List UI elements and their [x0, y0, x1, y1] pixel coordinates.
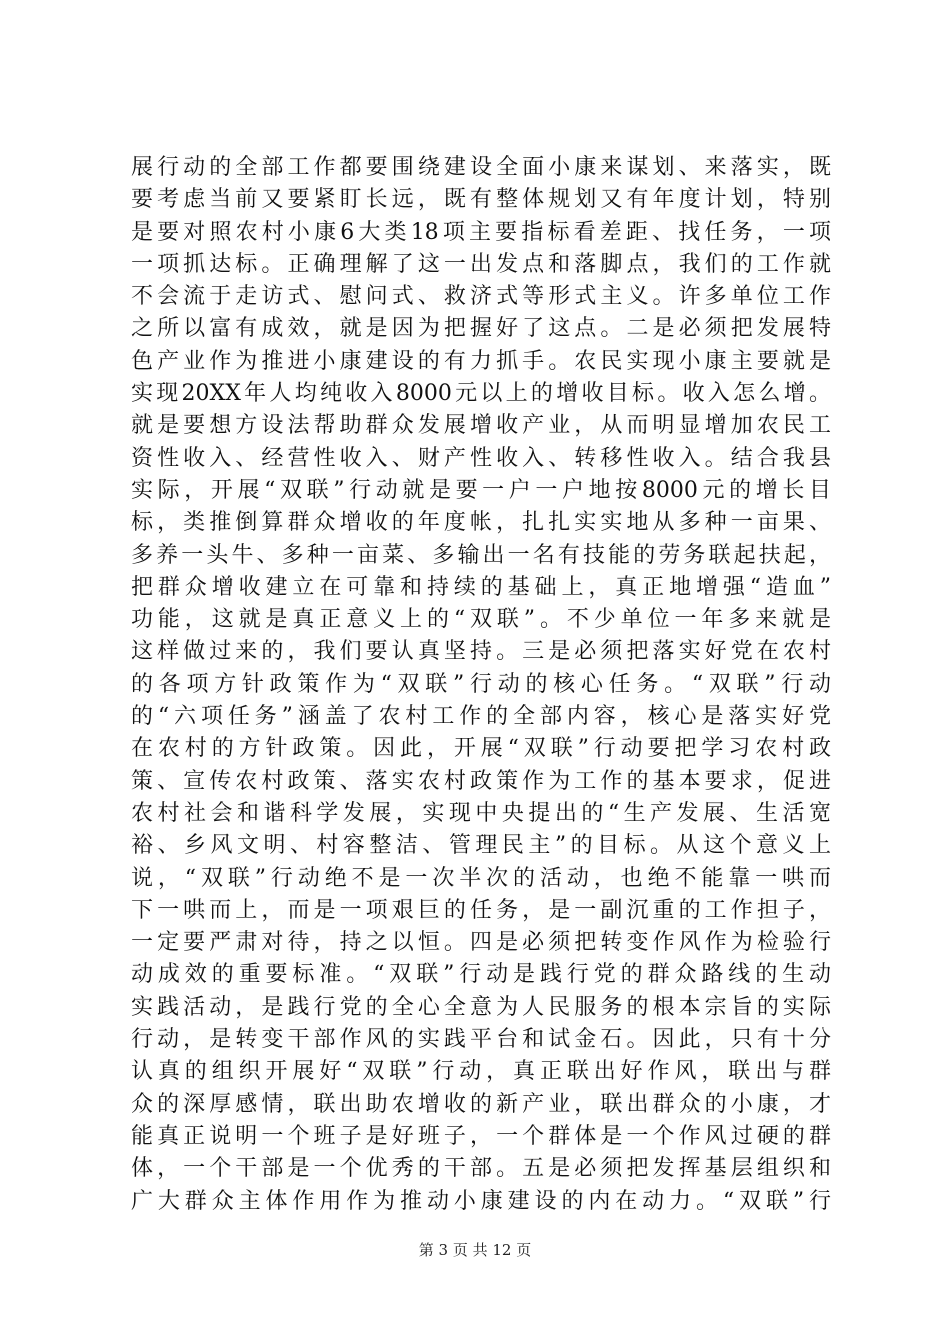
text-line: 一项抓达标。正确理解了这一出发点和落脚点，我们的工作就 — [131, 251, 831, 277]
text-line: 下一哄而上，而是一项艰巨的任务，是一副沉重的工作担子， — [131, 897, 831, 923]
text-line: 把群众增收建立在可靠和持续的基础上，真正地增强“造血” — [131, 574, 831, 600]
text-line: 众的深厚感情，联出助农增收的新产业，联出群众的小康，才 — [131, 1091, 831, 1117]
text-line: 实现20XX年人均纯收入8000元以上的增收目标。收入怎么增。 — [131, 381, 831, 407]
text-line: 展行动的全部工作都要围绕建设全面小康来谋划、来落实，既 — [131, 155, 831, 180]
text-line: 多养一头牛、多种一亩菜、多输出一名有技能的劳务联起扶起， — [131, 542, 831, 568]
text-line: 裕、乡风文明、村容整洁、管理民主”的目标。从这个意义上 — [131, 833, 831, 859]
text-line: 农村社会和谐科学发展，实现中央提出的“生产发展、生活宽 — [131, 800, 831, 826]
text-line: 认真的组织开展好“双联”行动，真正联出好作风，联出与群 — [131, 1059, 831, 1085]
text-line: 之所以富有成效，就是因为把握好了这点。二是必须把发展特 — [131, 316, 831, 342]
text-line: 是要对照农村小康6大类18项主要指标看差距、找任务，一项 — [131, 219, 831, 245]
text-line: 动成效的重要标准。“双联”行动是践行党的群众路线的生动 — [131, 962, 831, 988]
text-line: 体，一个干部是一个优秀的干部。五是必须把发挥基层组织和 — [131, 1156, 831, 1182]
text-line: 一定要严肃对待，持之以恒。四是必须把转变作风作为检验行 — [131, 930, 831, 956]
page-footer: 第 3 页 共 12 页 — [418, 1241, 532, 1259]
text-line: 资性收入、经营性收入、财产性收入、转移性收入。结合我县 — [131, 445, 831, 471]
text-line: 能真正说明一个班子是好班子，一个群体是一个作风过硬的群 — [131, 1123, 831, 1149]
text-line: 行动，是转变干部作风的实践平台和试金石。因此，只有十分 — [131, 1027, 831, 1053]
text-line: 的各项方针政策作为“双联”行动的核心任务。“双联”行动 — [131, 671, 831, 697]
text-line: 说，“双联”行动绝不是一次半次的活动，也绝不能靠一哄而 — [131, 865, 831, 891]
text-line: 的“六项任务”涵盖了农村工作的全部内容，核心是落实好党 — [131, 704, 831, 730]
text-line: 就是要想方设法帮助群众发展增收产业，从而明显增加农民工 — [131, 413, 831, 439]
text-line: 在农村的方针政策。因此，开展“双联”行动要把学习农村政 — [131, 736, 831, 762]
text-line: 功能，这就是真正意义上的“双联”。不少单位一年多来就是 — [131, 607, 831, 633]
text-line: 广大群众主体作用作为推动小康建设的内在动力。“双联”行 — [131, 1188, 831, 1214]
text-line: 实际，开展“双联”行动就是要一户一户地按8000元的增长目 — [131, 477, 831, 503]
text-line: 实践活动，是践行党的全心全意为人民服务的根本宗旨的实际 — [131, 994, 831, 1020]
text-line: 这样做过来的，我们要认真坚持。三是必须把落实好党在农村 — [131, 639, 831, 665]
text-line: 要考虑当前又要紧盯长远，既有整体规划又有年度计划，特别 — [131, 187, 831, 213]
body-text — [131, 152, 831, 1218]
text-line: 不会流于走访式、慰问式、救济式等形式主义。许多单位工作 — [131, 284, 831, 310]
text-line: 标，类推倒算群众增收的年度帐，扎扎实实地从多种一亩果、 — [131, 510, 831, 536]
text-line: 策、宣传农村政策、落实农村政策作为工作的基本要求，促进 — [131, 768, 831, 794]
text-line: 色产业作为推进小康建设的有力抓手。农民实现小康主要就是 — [131, 348, 831, 374]
